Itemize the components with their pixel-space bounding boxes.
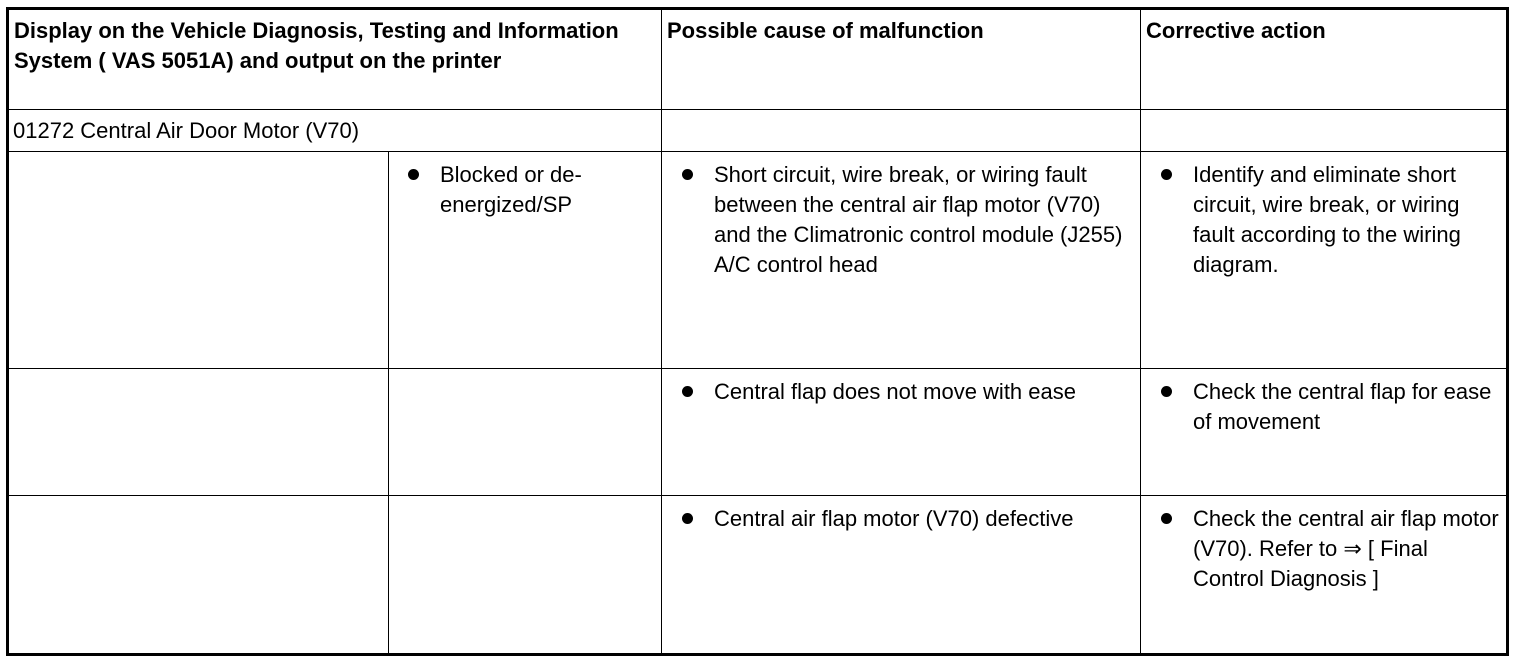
list-item — [662, 377, 1136, 407]
table-row — [8, 152, 1508, 369]
empty-cell — [1141, 110, 1508, 152]
list-item — [662, 160, 1136, 280]
empty-cell — [389, 496, 662, 655]
action-cell — [1141, 369, 1508, 496]
bullet-icon — [1161, 513, 1172, 524]
header-action: Corrective action — [1141, 9, 1508, 110]
status-cell — [389, 152, 662, 369]
bullet-icon — [682, 169, 693, 180]
fault-code-row — [8, 110, 1508, 152]
bullet-icon — [1161, 386, 1172, 397]
empty-cell — [8, 369, 389, 496]
bullet-icon — [1161, 169, 1172, 180]
bullet-icon — [682, 386, 693, 397]
empty-cell — [389, 369, 662, 496]
empty-cell — [8, 152, 389, 369]
list-item — [1141, 504, 1502, 594]
cause-text: Short circuit, wire break, or wiring fault between the central air flap motor (V70) and the Climatronic control module (J255) A/C control head — [714, 162, 1123, 277]
list-item — [1141, 160, 1502, 280]
table-row — [8, 369, 1508, 496]
list-item — [662, 504, 1136, 534]
cause-cell — [662, 369, 1141, 496]
header-cause: Possible cause of malfunction — [662, 9, 1141, 110]
bullet-icon — [408, 169, 419, 180]
list-item — [389, 160, 657, 220]
action-text: Check the central air flap motor (V70). Refer to ⇒ [ Final Control Diagnosis ] — [1193, 506, 1499, 591]
header-row — [8, 9, 1508, 110]
action-text: Identify and eliminate short circuit, wire break, or wiring fault according to the wiring diagram. — [1193, 162, 1461, 277]
action-text: Check the central flap for ease of movement — [1193, 379, 1492, 434]
cause-text: Central air flap motor (V70) defective — [714, 506, 1074, 531]
table-row — [8, 496, 1508, 655]
cause-text: Central flap does not move with ease — [714, 379, 1076, 404]
header-display: Display on the Vehicle Diagnosis, Testing and Information System ( VAS 5051A) and output on the printer — [8, 9, 662, 110]
action-cell — [1141, 496, 1508, 655]
list-item — [1141, 377, 1502, 437]
status-text: Blocked or de-energized/SP — [440, 162, 582, 217]
empty-cell — [8, 496, 389, 655]
empty-cell — [662, 110, 1141, 152]
action-cell — [1141, 152, 1508, 369]
cause-cell — [662, 152, 1141, 369]
fault-code-cell: 01272 Central Air Door Motor (V70) — [8, 110, 662, 152]
cause-cell — [662, 496, 1141, 655]
bullet-icon — [682, 513, 693, 524]
diagnosis-table — [6, 7, 1509, 656]
